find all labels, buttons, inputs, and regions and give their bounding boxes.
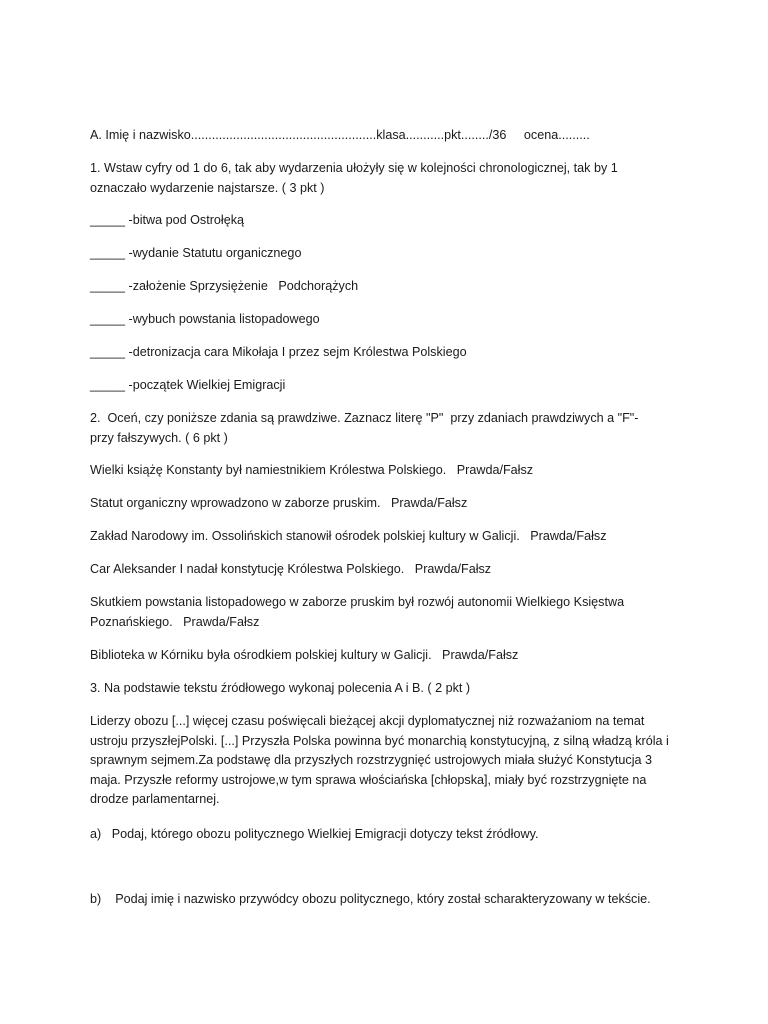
task2-statement: Car Aleksander I nadał konstytucję Królestwa Polskiego. Prawda/Fałsz — [90, 562, 492, 576]
task2-statement: Biblioteka w Kórniku była ośrodkiem polskiej kultury w Galicji. Prawda/Fałsz — [90, 648, 519, 662]
task2-statement: Statut organiczny wprowadzono w zaborze pruskim. Prawda/Fałsz — [90, 496, 468, 510]
task3-instruction: 3. Na podstawie tekstu źródłowego wykonaj polecenia A i B. ( 2 pkt ) — [90, 681, 471, 695]
source-text: Liderzy obozu [...] więcej czasu poświęcali bieżącej akcji dyplomatycznej niż rozważaniom na temat ustroju przyszłejPolski. [...] Przyszła Polska powinna być monarchią konstytucyjną, z silną władzą króla i sprawnym sejmem.Za podstawę dla przyszłych rozstrzygnięć ustrojowych miała służyć Konstytucja 3 maja. Przyszłe reformy ustrojowe,w tym sprawa włościańska [chłopska], miały być rozstrzygnięte na drodze parlamentarnej. — [90, 714, 669, 806]
task1-instruction: 1. Wstaw cyfry od 1 do 6, tak aby wydarzenia ułożyły się w kolejności chronologicznej, tak by 1 oznaczało wydarzenie najstarsze. ( 3 pkt ) — [90, 161, 618, 195]
task1-item: _____ -detronizacja cara Mikołaja I przez sejm Królestwa Polskiego — [90, 345, 467, 359]
task2-statement: Wielki książę Konstanty był namiestnikiem Królestwa Polskiego. Prawda/Fałsz — [90, 463, 534, 477]
student-header-line: A. Imię i nazwisko.....................................................klasa...........pkt......../36 ocena......... — [90, 128, 590, 142]
task1-item: _____ -początek Wielkiej Emigracji — [90, 378, 286, 392]
task1-item: _____ -wybuch powstania listopadowego — [90, 312, 320, 326]
task2-statement: Skutkiem powstania listopadowego w zaborze pruskim był rozwój autonomii Wielkiego Księstwa Poznańskiego. Prawda/Fałsz — [90, 595, 628, 629]
task2-statement: Zakład Narodowy im. Ossolińskich stanowił ośrodek polskiej kultury w Galicji. Prawda/Fałsz — [90, 529, 607, 543]
task1-item: _____ -wydanie Statutu organicznego — [90, 246, 302, 260]
task3-question-a: a) Podaj, którego obozu politycznego Wielkiej Emigracji dotyczy tekst źródłowy. — [90, 827, 539, 841]
task1-item: _____ -założenie Sprzysiężenie Podchorążych — [90, 279, 359, 293]
task3-question-b: b) Podaj imię i nazwisko przywódcy obozu politycznego, który został scharakteryzowany w tekście. — [90, 892, 651, 906]
task1-item: _____ -bitwa pod Ostrołęką — [90, 213, 245, 227]
task2-instruction: 2. Oceń, czy poniższe zdania są prawdziwe. Zaznacz literę "P" przy zdaniach prawdziwych a "F"- przy fałszywych. ( 6 pkt ) — [90, 411, 642, 445]
